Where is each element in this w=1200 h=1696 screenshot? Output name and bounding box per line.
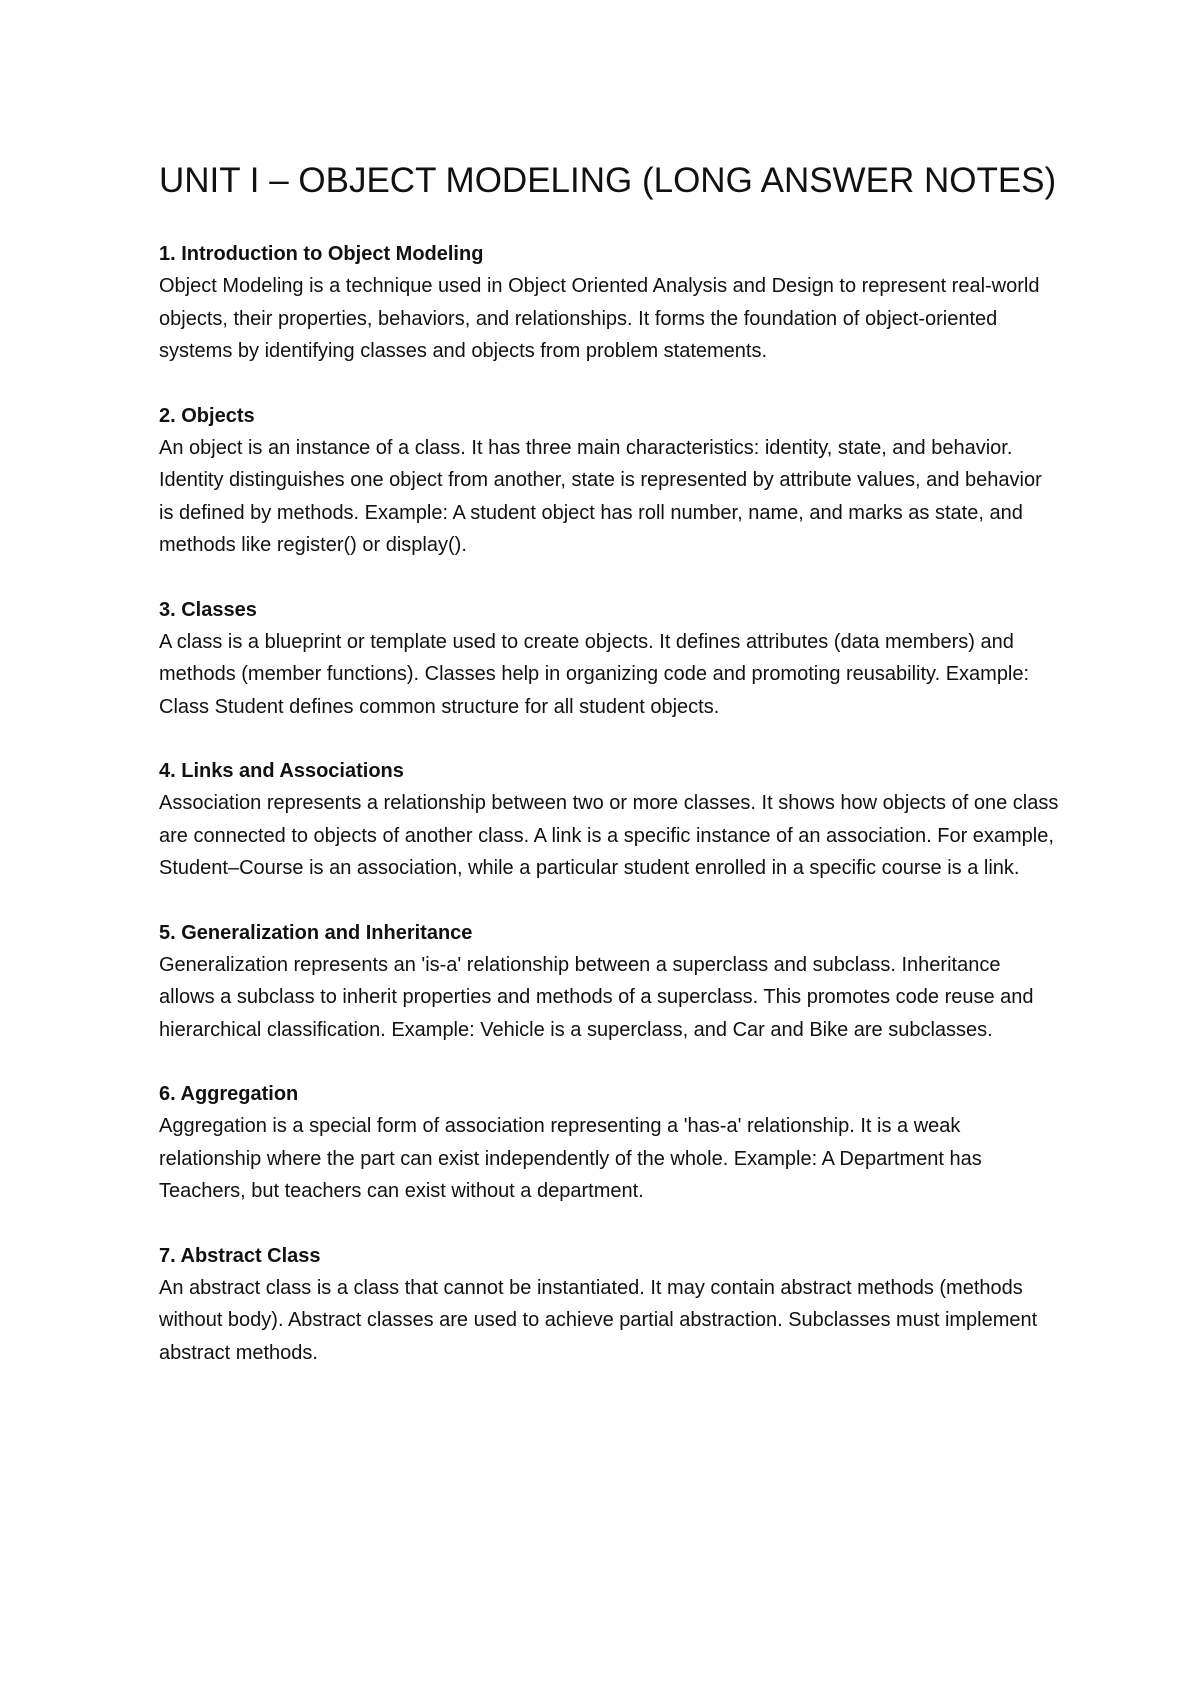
section-body: Aggregation is a special form of association representing a 'has-a' relationship. It is a weak relationship where the part can exist independently of the whole. Example: A Department has Teachers, but teachers can exist without a department. [159, 1115, 982, 1202]
section-links-associations [159, 755, 1059, 885]
section-heading: 5. Generalization and Inheritance [159, 921, 473, 944]
section-introduction [159, 238, 1059, 368]
section-heading: 6. Aggregation [159, 1083, 299, 1105]
section-objects [159, 400, 1059, 562]
section-body: An abstract class is a class that cannot be instantiated. It may contain abstract methods (methods without body). Abstract classes are used to achieve partial abstraction. Subclasses must implement abstract methods. [159, 1276, 1038, 1364]
section-body: Object Modeling is a technique used in Object Oriented Analysis and Design to represent real-world objects, their properties, behaviors, and relationships. It forms the foundation of object-oriented systems by identifying classes and objects from problem statements. [159, 275, 1040, 362]
section-heading: 2. Objects [159, 404, 255, 427]
section-heading: 7. Abstract Class [159, 1244, 321, 1267]
section-abstract-class [159, 1240, 1059, 1370]
section-heading: 4. Links and Associations [159, 760, 404, 782]
section-classes [159, 594, 1059, 724]
section-heading: 1. Introduction to Object Modeling [159, 243, 484, 265]
page-title: UNIT I – OBJECT MODELING (LONG ANSWER NOTES) [159, 161, 1057, 200]
section-body: Association represents a relationship between two or more classes. It shows how objects of one class are connected to objects of another class. A link is a specific instance of an association. For example, Student–Course is an association, while a particular student enrolled in a specific course is a link. [159, 792, 1059, 879]
document-page [159, 156, 1059, 1401]
section-aggregation [159, 1078, 1059, 1208]
section-body: A class is a blueprint or template used to create objects. It defines attributes (data members) and methods (member functions). Classes help in organizing code and promoting reusability. Example: Class Student defines common structure for all student objects. [159, 630, 1030, 718]
section-body: Generalization represents an 'is-a' relationship between a superclass and subclass. Inheritance allows a subclass to inherit properties and methods of a superclass. This promotes code reuse and hierarchical classification. Example: Vehicle is a superclass, and Car and Bike are subclasses. [159, 953, 1034, 1041]
section-generalization-inheritance [159, 917, 1059, 1047]
section-body: An object is an instance of a class. It has three main characteristics: identity, state, and behavior. Identity distinguishes one object from another, state is represented by attribute values, and behavior is defined by methods. Example: A student object has roll number, name, and marks as state, and methods like register() or display(). [159, 436, 1042, 556]
section-heading: 3. Classes [159, 598, 257, 621]
